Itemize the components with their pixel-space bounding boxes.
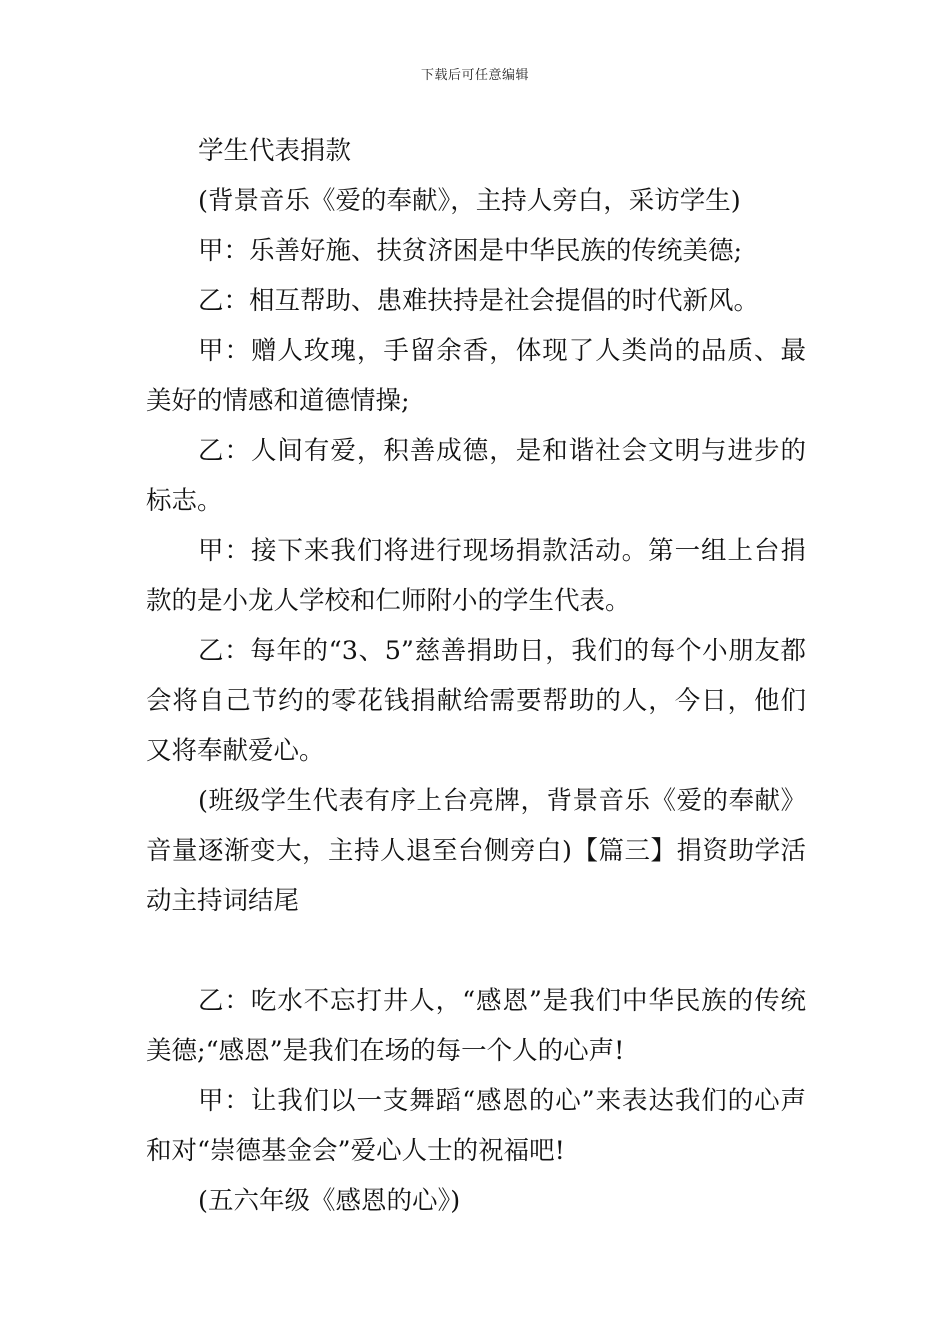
section-heading: 学生代表捐款 <box>198 136 352 166</box>
paragraph-gap <box>146 926 806 976</box>
header-note: 下载后可任意编辑 <box>420 68 529 83</box>
dialogue-line: 乙：相互帮助、患难扶持是社会提倡的时代新风。 <box>198 286 760 316</box>
dialogue-line: 乙：吃水不忘打井人，“感恩”是我们中华民族的传统美德;“感恩”是我们在场的每一个人的心声! <box>146 986 806 1066</box>
dialogue-line: 乙：每年的“3、5”慈善捐助日，我们的每个小朋友都会将自己节约的零花钱捐献给需要帮助的人，今日，他们又将奉献爱心。 <box>146 636 806 766</box>
document-body <box>146 126 806 1226</box>
dialogue-line: 甲：赠人玫瑰，手留余香，体现了人类尚的品质、最美好的情感和道德情操; <box>146 336 806 416</box>
stage-direction: (班级学生代表有序上台亮牌，背景音乐《爱的奉献》音量逐渐变大，主持人退至台侧旁白)【篇三】捐资助学活动主持词结尾 <box>146 786 806 916</box>
dialogue-line: 甲：让我们以一支舞蹈“感恩的心”来表达我们的心声和对“崇德基金会”爱心人士的祝福吧! <box>146 1086 806 1166</box>
dialogue-line: 乙：人间有爱，积善成德，是和谐社会文明与进步的标志。 <box>146 436 806 516</box>
dialogue-line: 甲：接下来我们将进行现场捐款活动。第一组上台捐款的是小龙人学校和仁师附小的学生代表。 <box>146 536 806 616</box>
stage-direction: (五六年级《感恩的心》) <box>198 1186 461 1216</box>
stage-direction: (背景音乐《爱的奉献》，主持人旁白，采访学生) <box>198 186 741 216</box>
dialogue-line: 甲：乐善好施、扶贫济困是中华民族的传统美德; <box>198 236 743 266</box>
